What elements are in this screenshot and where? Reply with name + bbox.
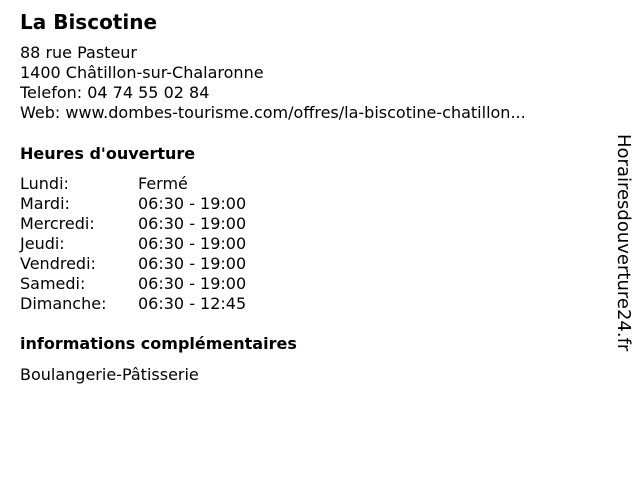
phone-number: Telefon: 04 74 55 02 84: [20, 83, 210, 102]
site-watermark: Horairesdouverture24.fr: [613, 134, 634, 352]
time-value: 06:30 - 12:45: [138, 294, 247, 313]
time-value: 06:30 - 19:00: [138, 254, 247, 273]
website-link[interactable]: www.dombes-tourisme.com/offres/la-biscotine-chatillon...: [65, 103, 526, 122]
time-value: Fermé: [138, 174, 188, 193]
day-label: Samedi:: [20, 274, 86, 293]
day-label: Vendredi:: [20, 254, 96, 273]
day-label: Jeudi:: [20, 234, 65, 253]
city-address: 1400 Châtillon-sur-Chalaronne: [20, 63, 264, 82]
additional-info-heading: informations complémentaires: [20, 334, 297, 353]
time-value: 06:30 - 19:00: [138, 234, 247, 253]
business-name: La Biscotine: [20, 10, 158, 34]
website-label: Web:: [20, 103, 61, 122]
day-label: Dimanche:: [20, 294, 107, 313]
time-value: 06:30 - 19:00: [138, 214, 247, 233]
street-address: 88 rue Pasteur: [20, 43, 137, 62]
business-category: Boulangerie-Pâtisserie: [20, 365, 199, 384]
opening-hours-heading: Heures d'ouverture: [20, 144, 196, 163]
time-value: 06:30 - 19:00: [138, 194, 247, 213]
address-block: [20, 43, 526, 123]
day-label: Mardi:: [20, 194, 70, 213]
day-label: Lundi:: [20, 174, 69, 193]
time-value: 06:30 - 19:00: [138, 274, 247, 293]
day-label: Mercredi:: [20, 214, 95, 233]
website-line: [20, 103, 526, 123]
